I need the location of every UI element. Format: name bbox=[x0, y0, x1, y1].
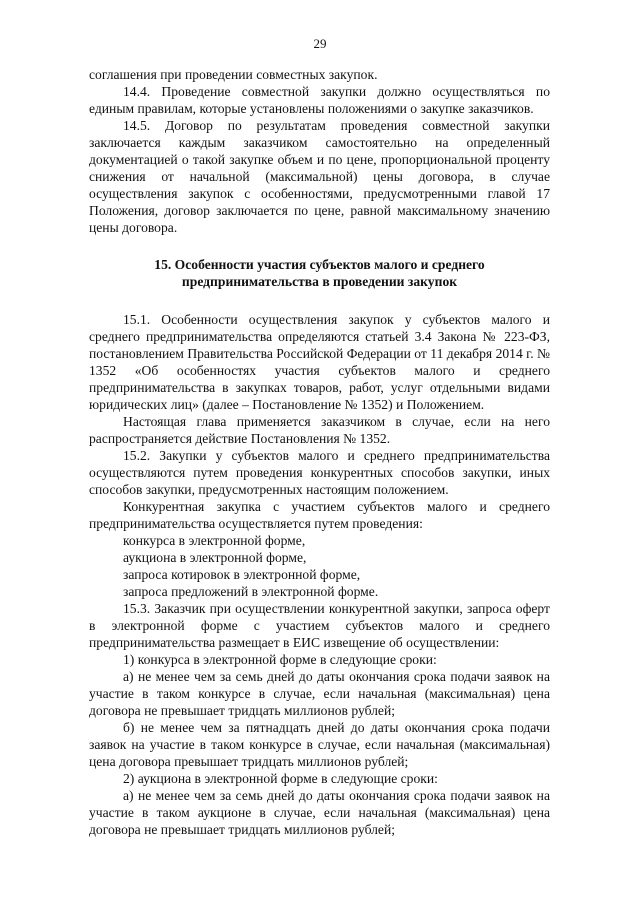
paragraph-continuation: соглашения при проведении совместных закупок. bbox=[89, 67, 378, 82]
list-item-1a: а) не менее чем за семь дней до даты окончания срока подачи заявок на участие в таком конкурсе в случае, если начальная (максимальная) цена договора не превышает тридцать миллионов рублей; bbox=[89, 669, 550, 718]
section-heading-line-2: предпринимательства в проведении закупок bbox=[181, 274, 458, 289]
list-item-2a: а) не менее чем за семь дней до даты окончания срока подачи заявок на участие в таком аукционе в случае, если начальная (максимальная) цена договора не превышает тридцать миллионов рублей; bbox=[89, 788, 550, 837]
list-item-2: 2) аукциона в электронной форме в следующие сроки: bbox=[123, 771, 438, 786]
list-item-proposal-request: запроса предложений в электронной форме. bbox=[123, 584, 379, 599]
section-heading bbox=[89, 256, 550, 290]
page-number: 29 bbox=[313, 36, 327, 51]
list-item-auction: аукциона в электронной форме, bbox=[123, 550, 307, 565]
paragraph-competitive-procurement: Конкурентная закупка с участием субъектов малого и среднего предпринимательства осуществляется путем проведения: bbox=[89, 499, 550, 531]
list-item-1b: б) не менее чем за пятнадцать дней до даты окончания срока подачи заявок на участие в таком конкурсе в случае, если начальная (максимальная) цена договора превышает тридцать миллионов рублей; bbox=[89, 720, 550, 769]
paragraph-chapter-scope: Настоящая глава применяется заказчиком в случае, если на него распространяется действие Постановления № 1352. bbox=[89, 414, 550, 446]
paragraph-15-1: 15.1. Особенности осуществления закупок у субъектов малого и среднего предпринимательства определяются статьей 3.4 Закона № 223-ФЗ, постановлением Правительства Российской Федерации от 11 декабря 2014 г. № 1352 «Об особенностях участия субъектов малого и среднего предпринимательства в закупках товаров, работ, услуг отдельными видами юридических лиц» (далее – Постановление № 1352) и Положением. bbox=[89, 312, 550, 412]
paragraph-15-3: 15.3. Заказчик при осуществлении конкурентной закупки, запроса оферт в электронной форме с участием субъектов малого и среднего предпринимательства размещает в ЕИС извещение об осуществлении: bbox=[89, 601, 550, 650]
paragraph-14-5: 14.5. Договор по результатам проведения совместной закупки заключается каждым заказчиком самостоятельно на определенный документацией о такой закупке объем и по цене, пропорциональной проценту снижения от начальной (максимальной) цены договора, в случае осуществления закупок с особенностями, предусмотренными главой 17 Положения, договор заключается по цене, равной максимальному значению цены договора. bbox=[89, 118, 550, 235]
section-heading-line-1: 15. Особенности участия субъектов малого и среднего bbox=[154, 257, 485, 272]
list-item-1: 1) конкурса в электронной форме в следующие сроки: bbox=[123, 652, 437, 667]
document-body bbox=[89, 66, 550, 838]
paragraph-15-2: 15.2. Закупки у субъектов малого и среднего предпринимательства осуществляются путем проведения конкурентных способов закупки, иных способов закупки, предусмотренных настоящим положением. bbox=[89, 448, 550, 497]
list-item-quotation-request: запроса котировок в электронной форме, bbox=[123, 567, 361, 582]
list-item-contest: конкурса в электронной форме, bbox=[123, 533, 306, 548]
paragraph-14-4: 14.4. Проведение совместной закупки должно осуществляться по единым правилам, которые установлены положениями о закупке заказчиков. bbox=[89, 84, 550, 116]
